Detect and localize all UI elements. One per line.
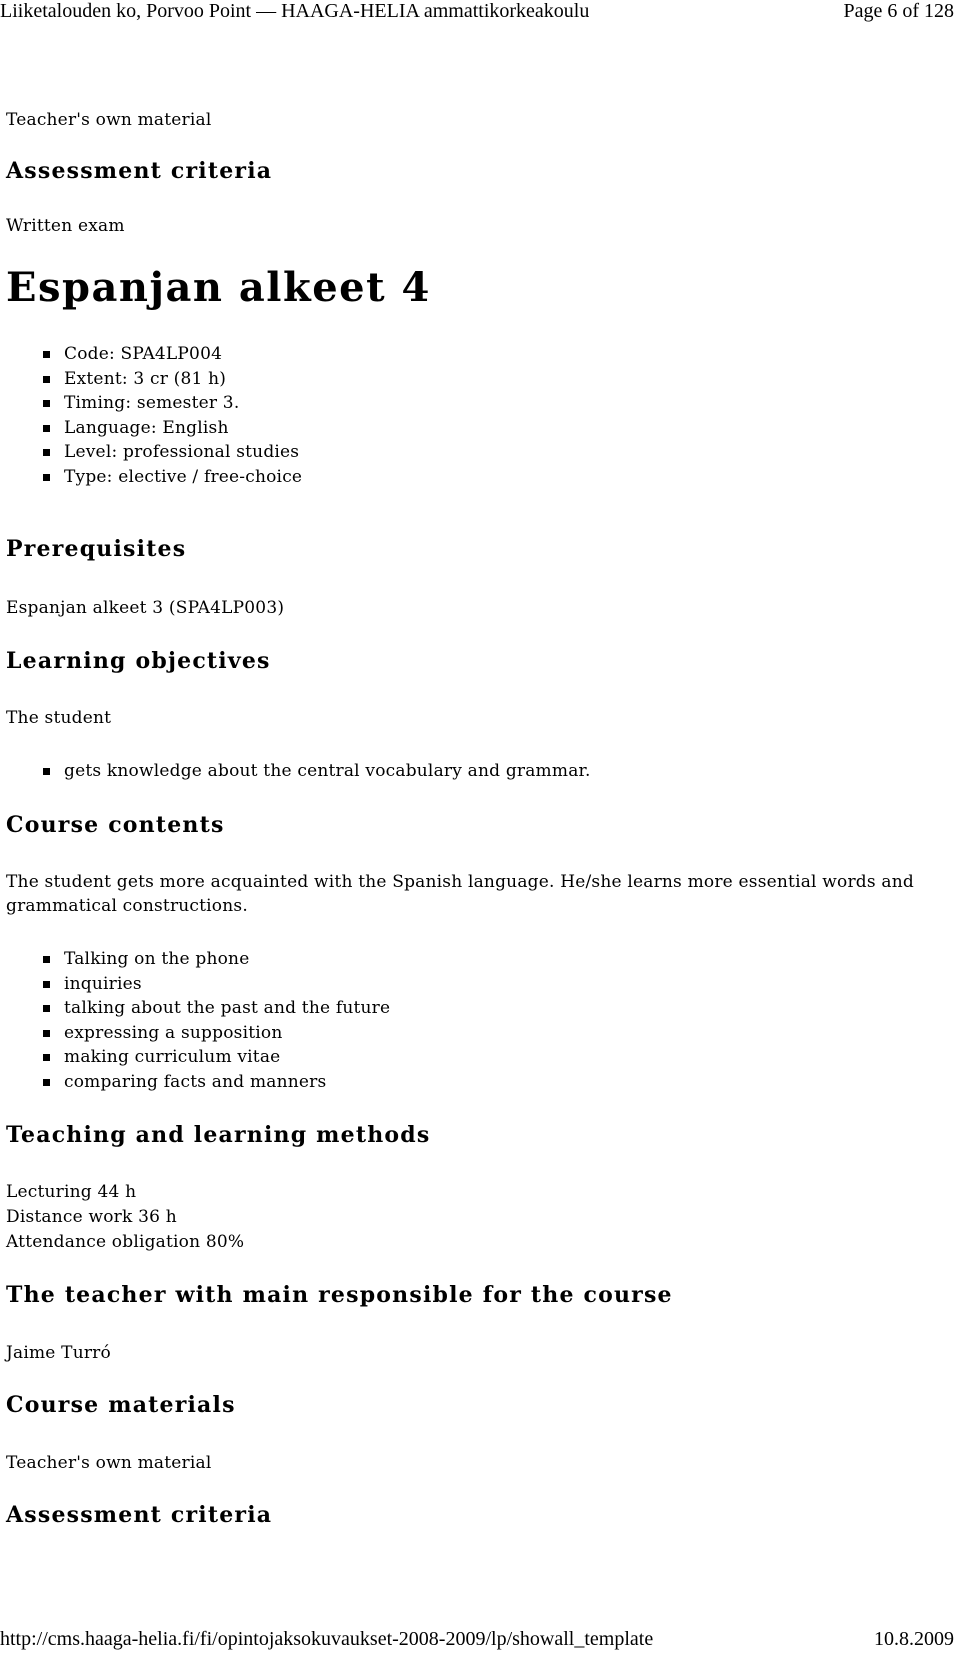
prerequisites-heading: Prerequisites xyxy=(6,536,187,562)
bullet-icon xyxy=(43,981,50,988)
list-item: making curriculum vitae xyxy=(6,1045,390,1070)
list-item: Type: elective / free-choice xyxy=(6,465,302,490)
objectives-list xyxy=(6,759,591,784)
list-item: gets knowledge about the central vocabulary and grammar. xyxy=(6,759,591,784)
page-header xyxy=(0,0,960,24)
methods-line-lecturing: Lecturing 44 h xyxy=(6,1182,137,1202)
list-item: inquiries xyxy=(6,972,390,997)
list-item: Code: SPA4LP004 xyxy=(6,342,302,367)
objectives-intro: The student xyxy=(6,708,112,728)
list-item: Level: professional studies xyxy=(6,440,302,465)
materials-text: Teacher's own material xyxy=(6,1453,212,1473)
bullet-icon xyxy=(43,449,50,456)
bullet-icon xyxy=(43,376,50,383)
teacher-heading: The teacher with main responsible for the course xyxy=(6,1282,673,1308)
contents-text: The student gets more acquainted with the Spanish language. He/she learns more essential words and grammatical constructions. xyxy=(6,872,914,916)
previous-assessment-text: Written exam xyxy=(6,216,125,236)
methods-line-attendance: Attendance obligation 80% xyxy=(6,1232,245,1252)
bullet-icon xyxy=(43,351,50,358)
list-item: talking about the past and the future xyxy=(6,996,390,1021)
previous-assessment-heading: Assessment criteria xyxy=(6,158,273,184)
contents-list xyxy=(6,947,390,1094)
list-item: comparing facts and manners xyxy=(6,1070,390,1095)
bullet-icon xyxy=(43,1030,50,1037)
list-item: expressing a supposition xyxy=(6,1021,390,1046)
assessment-heading: Assessment criteria xyxy=(6,1502,273,1528)
methods-heading: Teaching and learning methods xyxy=(6,1122,431,1148)
bullet-icon xyxy=(43,768,50,775)
list-item: Language: English xyxy=(6,416,302,441)
course-facts-list xyxy=(6,342,302,489)
bullet-icon xyxy=(43,425,50,432)
footer-date: 10.8.2009 xyxy=(874,1628,954,1650)
bullet-icon xyxy=(43,1079,50,1086)
list-item: Extent: 3 cr (81 h) xyxy=(6,367,302,392)
bullet-icon xyxy=(43,400,50,407)
list-item: Talking on the phone xyxy=(6,947,390,972)
materials-heading: Course materials xyxy=(6,1392,236,1418)
bullet-icon xyxy=(43,474,50,481)
previous-materials-text: Teacher's own material xyxy=(6,110,212,130)
page-footer xyxy=(0,1628,960,1654)
prerequisites-text: Espanjan alkeet 3 (SPA4LP003) xyxy=(6,598,285,618)
page-number: Page 6 of 128 xyxy=(843,0,954,22)
contents-heading: Course contents xyxy=(6,812,225,838)
footer-url: http://cms.haaga-helia.fi/fi/opintojaksokuvaukset-2008-2009/lp/showall_template xyxy=(0,1628,654,1650)
list-item: Timing: semester 3. xyxy=(6,391,302,416)
bullet-icon xyxy=(43,956,50,963)
course-title: Espanjan alkeet 4 xyxy=(6,264,431,311)
bullet-icon xyxy=(43,1054,50,1061)
header-title: Liiketalouden ko, Porvoo Point — HAAGA-HELIA ammattikorkeakoulu xyxy=(0,0,590,22)
objectives-heading: Learning objectives xyxy=(6,648,271,674)
teacher-name: Jaime Turró xyxy=(6,1343,111,1363)
bullet-icon xyxy=(43,1005,50,1012)
methods-line-distance: Distance work 36 h xyxy=(6,1207,177,1227)
